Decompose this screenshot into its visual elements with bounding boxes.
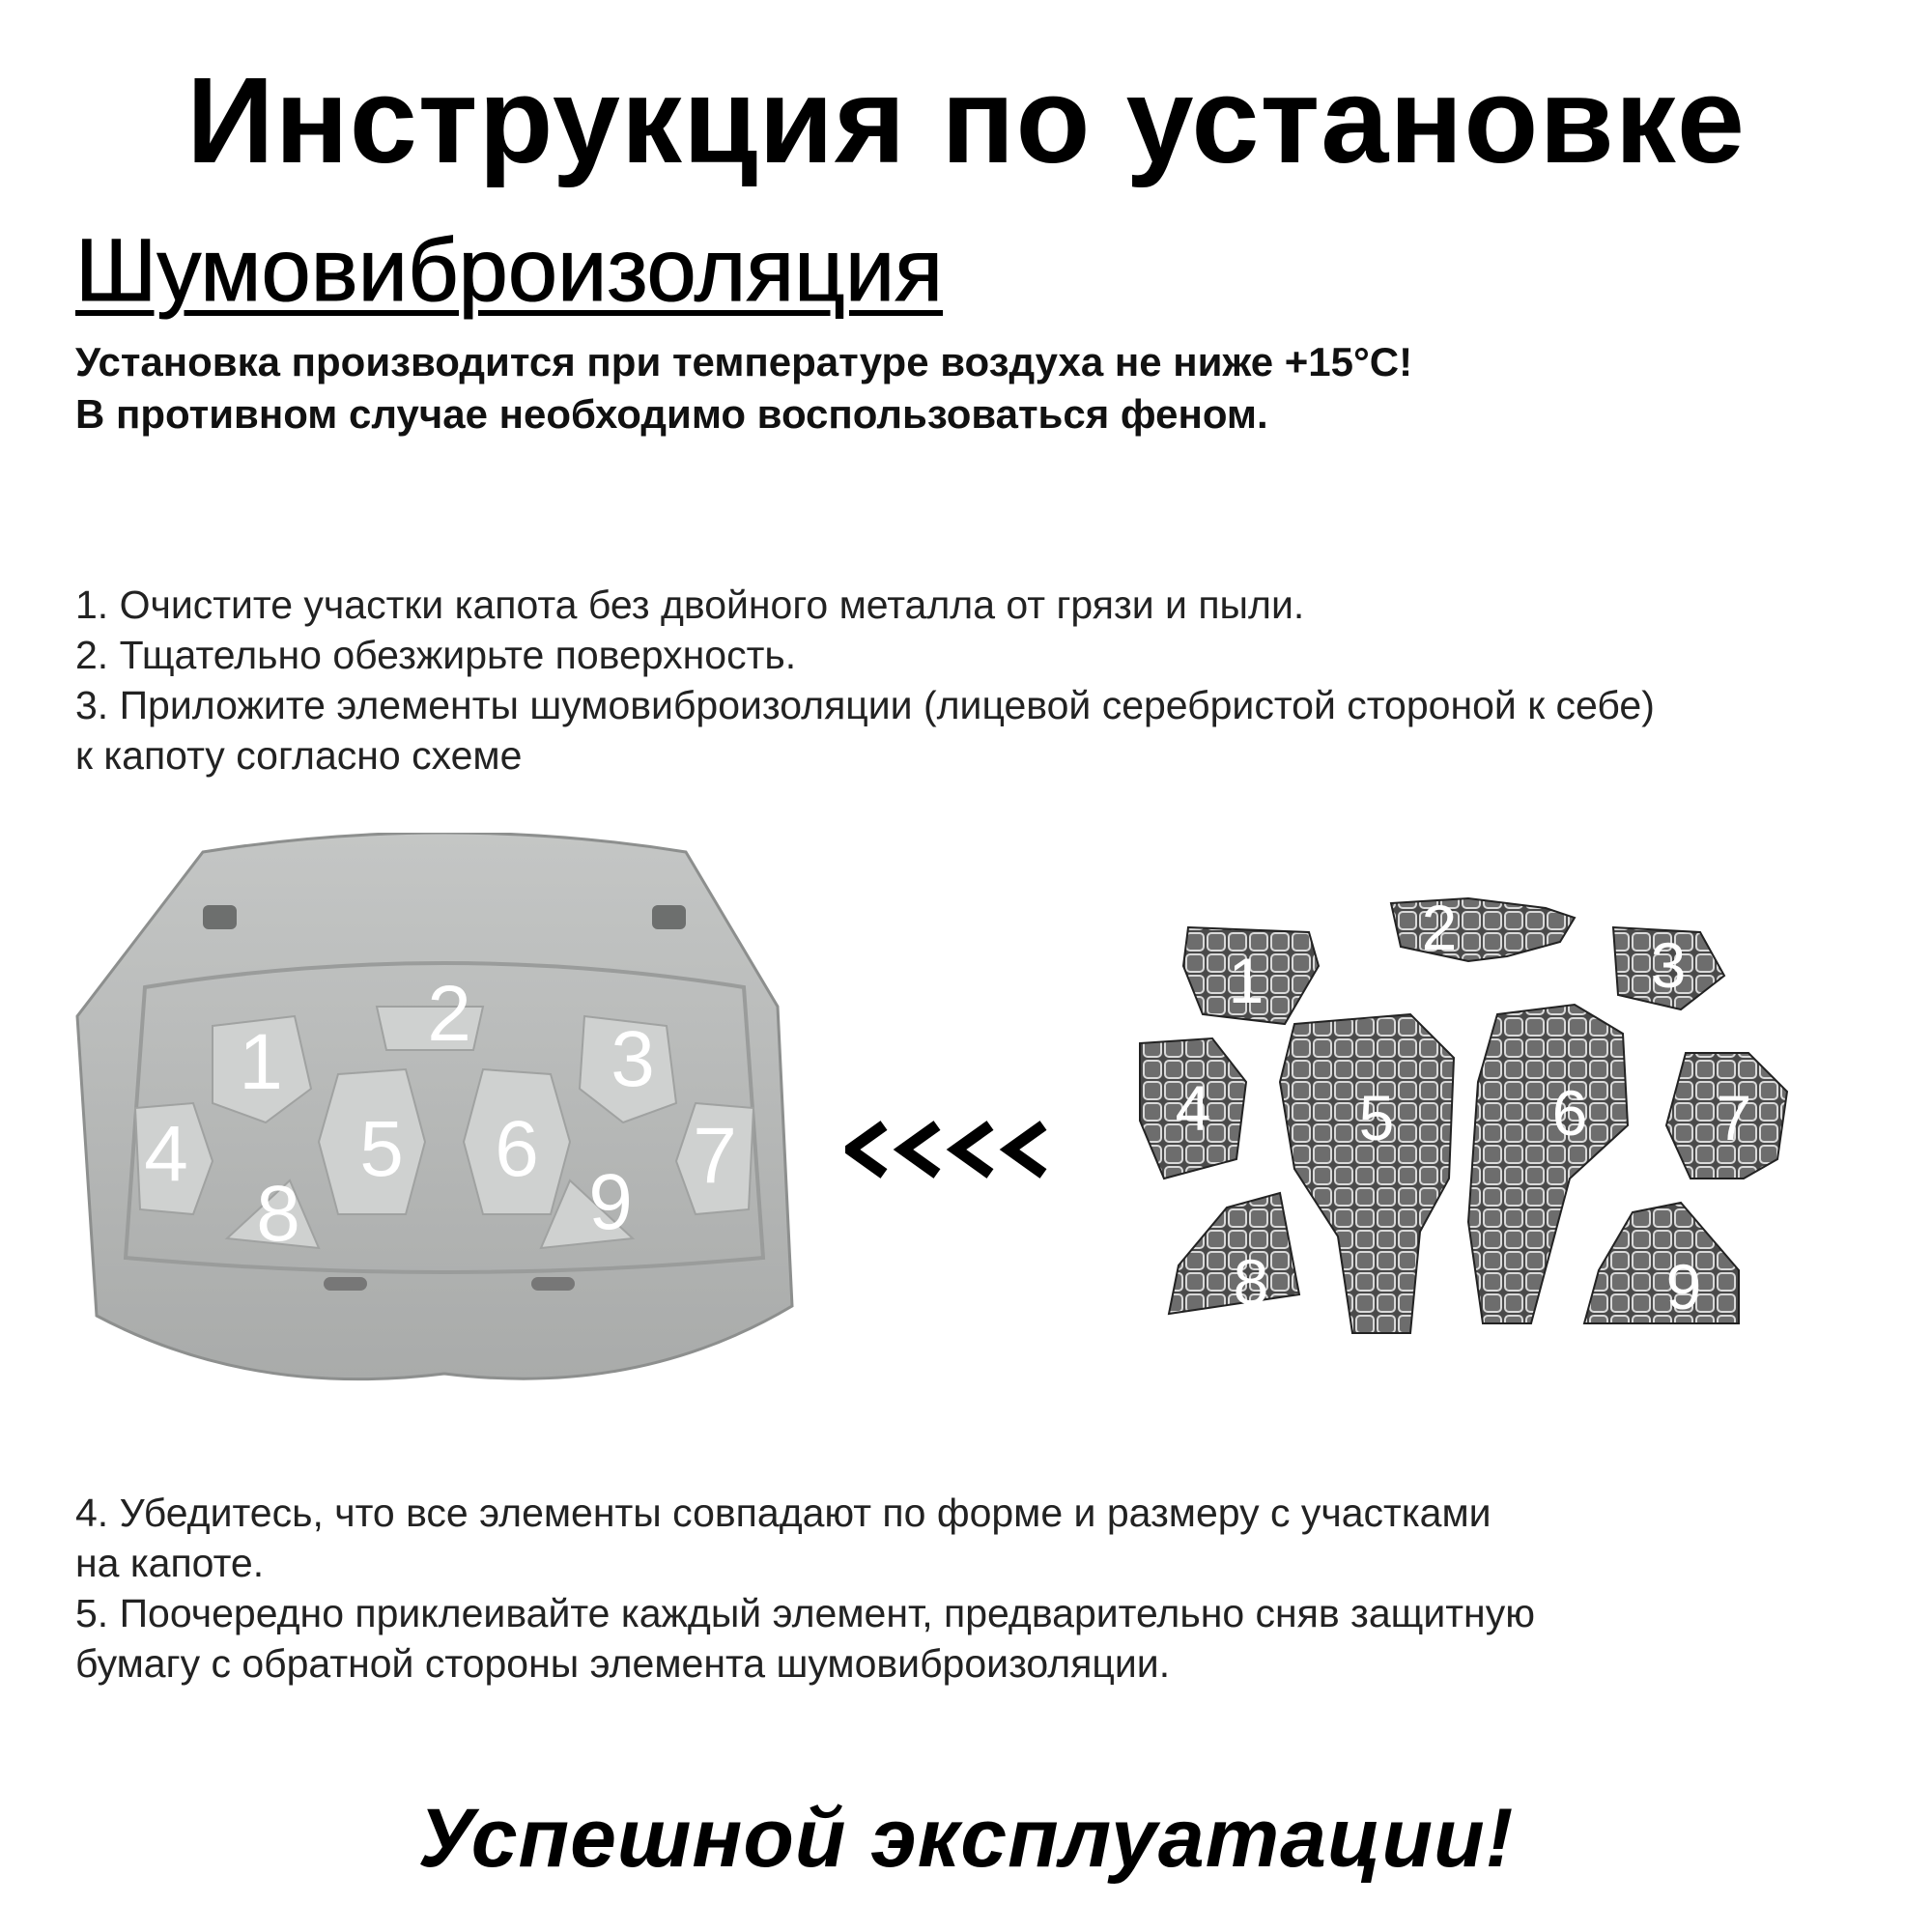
step-item: 5. Поочередно приклеивайте каждый элемент, предварительно сняв защитную — [75, 1591, 1535, 1635]
hood-label-1: 1 — [239, 1018, 283, 1106]
step-item: на капоте. — [75, 1541, 265, 1585]
hood-label-9: 9 — [588, 1158, 633, 1246]
piece-label-3: 3 — [1650, 929, 1687, 1001]
step-item: 2. Тщательно обезжирьте поверхность. — [75, 633, 797, 677]
piece-9 — [1584, 1203, 1739, 1323]
piece-label-2: 2 — [1421, 892, 1458, 963]
double-chevron-left-icon — [845, 1121, 1067, 1179]
steps-list-top — [75, 580, 1911, 781]
closing-message: Успешной эксплуатации! — [417, 1792, 1515, 1885]
piece-label-1: 1 — [1228, 945, 1264, 1016]
piece-label-5: 5 — [1358, 1082, 1395, 1153]
hood-label-8: 8 — [256, 1170, 300, 1258]
hood-slot — [531, 1277, 575, 1291]
hood-label-7: 7 — [693, 1112, 737, 1200]
section-subtitle: Шумовиброизоляция — [75, 221, 944, 320]
insulation-pieces-diagram — [1121, 889, 1855, 1372]
hood-label-5: 5 — [359, 1105, 404, 1193]
piece-label-6: 6 — [1551, 1077, 1588, 1149]
hood-label-6: 6 — [495, 1105, 539, 1193]
hood-label-3: 3 — [611, 1015, 655, 1103]
hood-label-4: 4 — [144, 1110, 188, 1198]
piece-label-7: 7 — [1716, 1082, 1752, 1153]
hood-slot — [203, 905, 237, 929]
step-item: бумагу с обратной стороны элемента шумовиброизоляции. — [75, 1641, 1171, 1686]
piece-2 — [1391, 898, 1575, 961]
temperature-warning: Установка производится при температуре воздуха не ниже +15°С! — [75, 339, 1413, 384]
piece-label-4: 4 — [1175, 1072, 1211, 1144]
step-item: к капоту согласно схеме — [75, 733, 523, 778]
hood-slot — [324, 1277, 367, 1291]
step-item: 4. Убедитесь, что все элементы совпадают по форме и размеру с участками — [75, 1491, 1492, 1535]
piece-5 — [1280, 1014, 1454, 1333]
hood-slot — [652, 905, 686, 929]
hood-diagram — [58, 833, 831, 1383]
step-item: 3. Приложите элементы шумовиброизоляции (лицевой серебристой стороной к себе) — [75, 683, 1655, 727]
piece-label-8: 8 — [1233, 1246, 1269, 1318]
piece-label-9: 9 — [1665, 1251, 1702, 1322]
hairdryer-note: В противном случае необходимо воспользоваться феном. — [75, 391, 1268, 437]
steps-list-bottom — [75, 1488, 1814, 1689]
page-title: Инструкция по установке — [186, 52, 1746, 188]
hood-label-2: 2 — [427, 970, 471, 1058]
step-item: 1. Очистите участки капота без двойного металла от грязи и пыли. — [75, 582, 1305, 627]
